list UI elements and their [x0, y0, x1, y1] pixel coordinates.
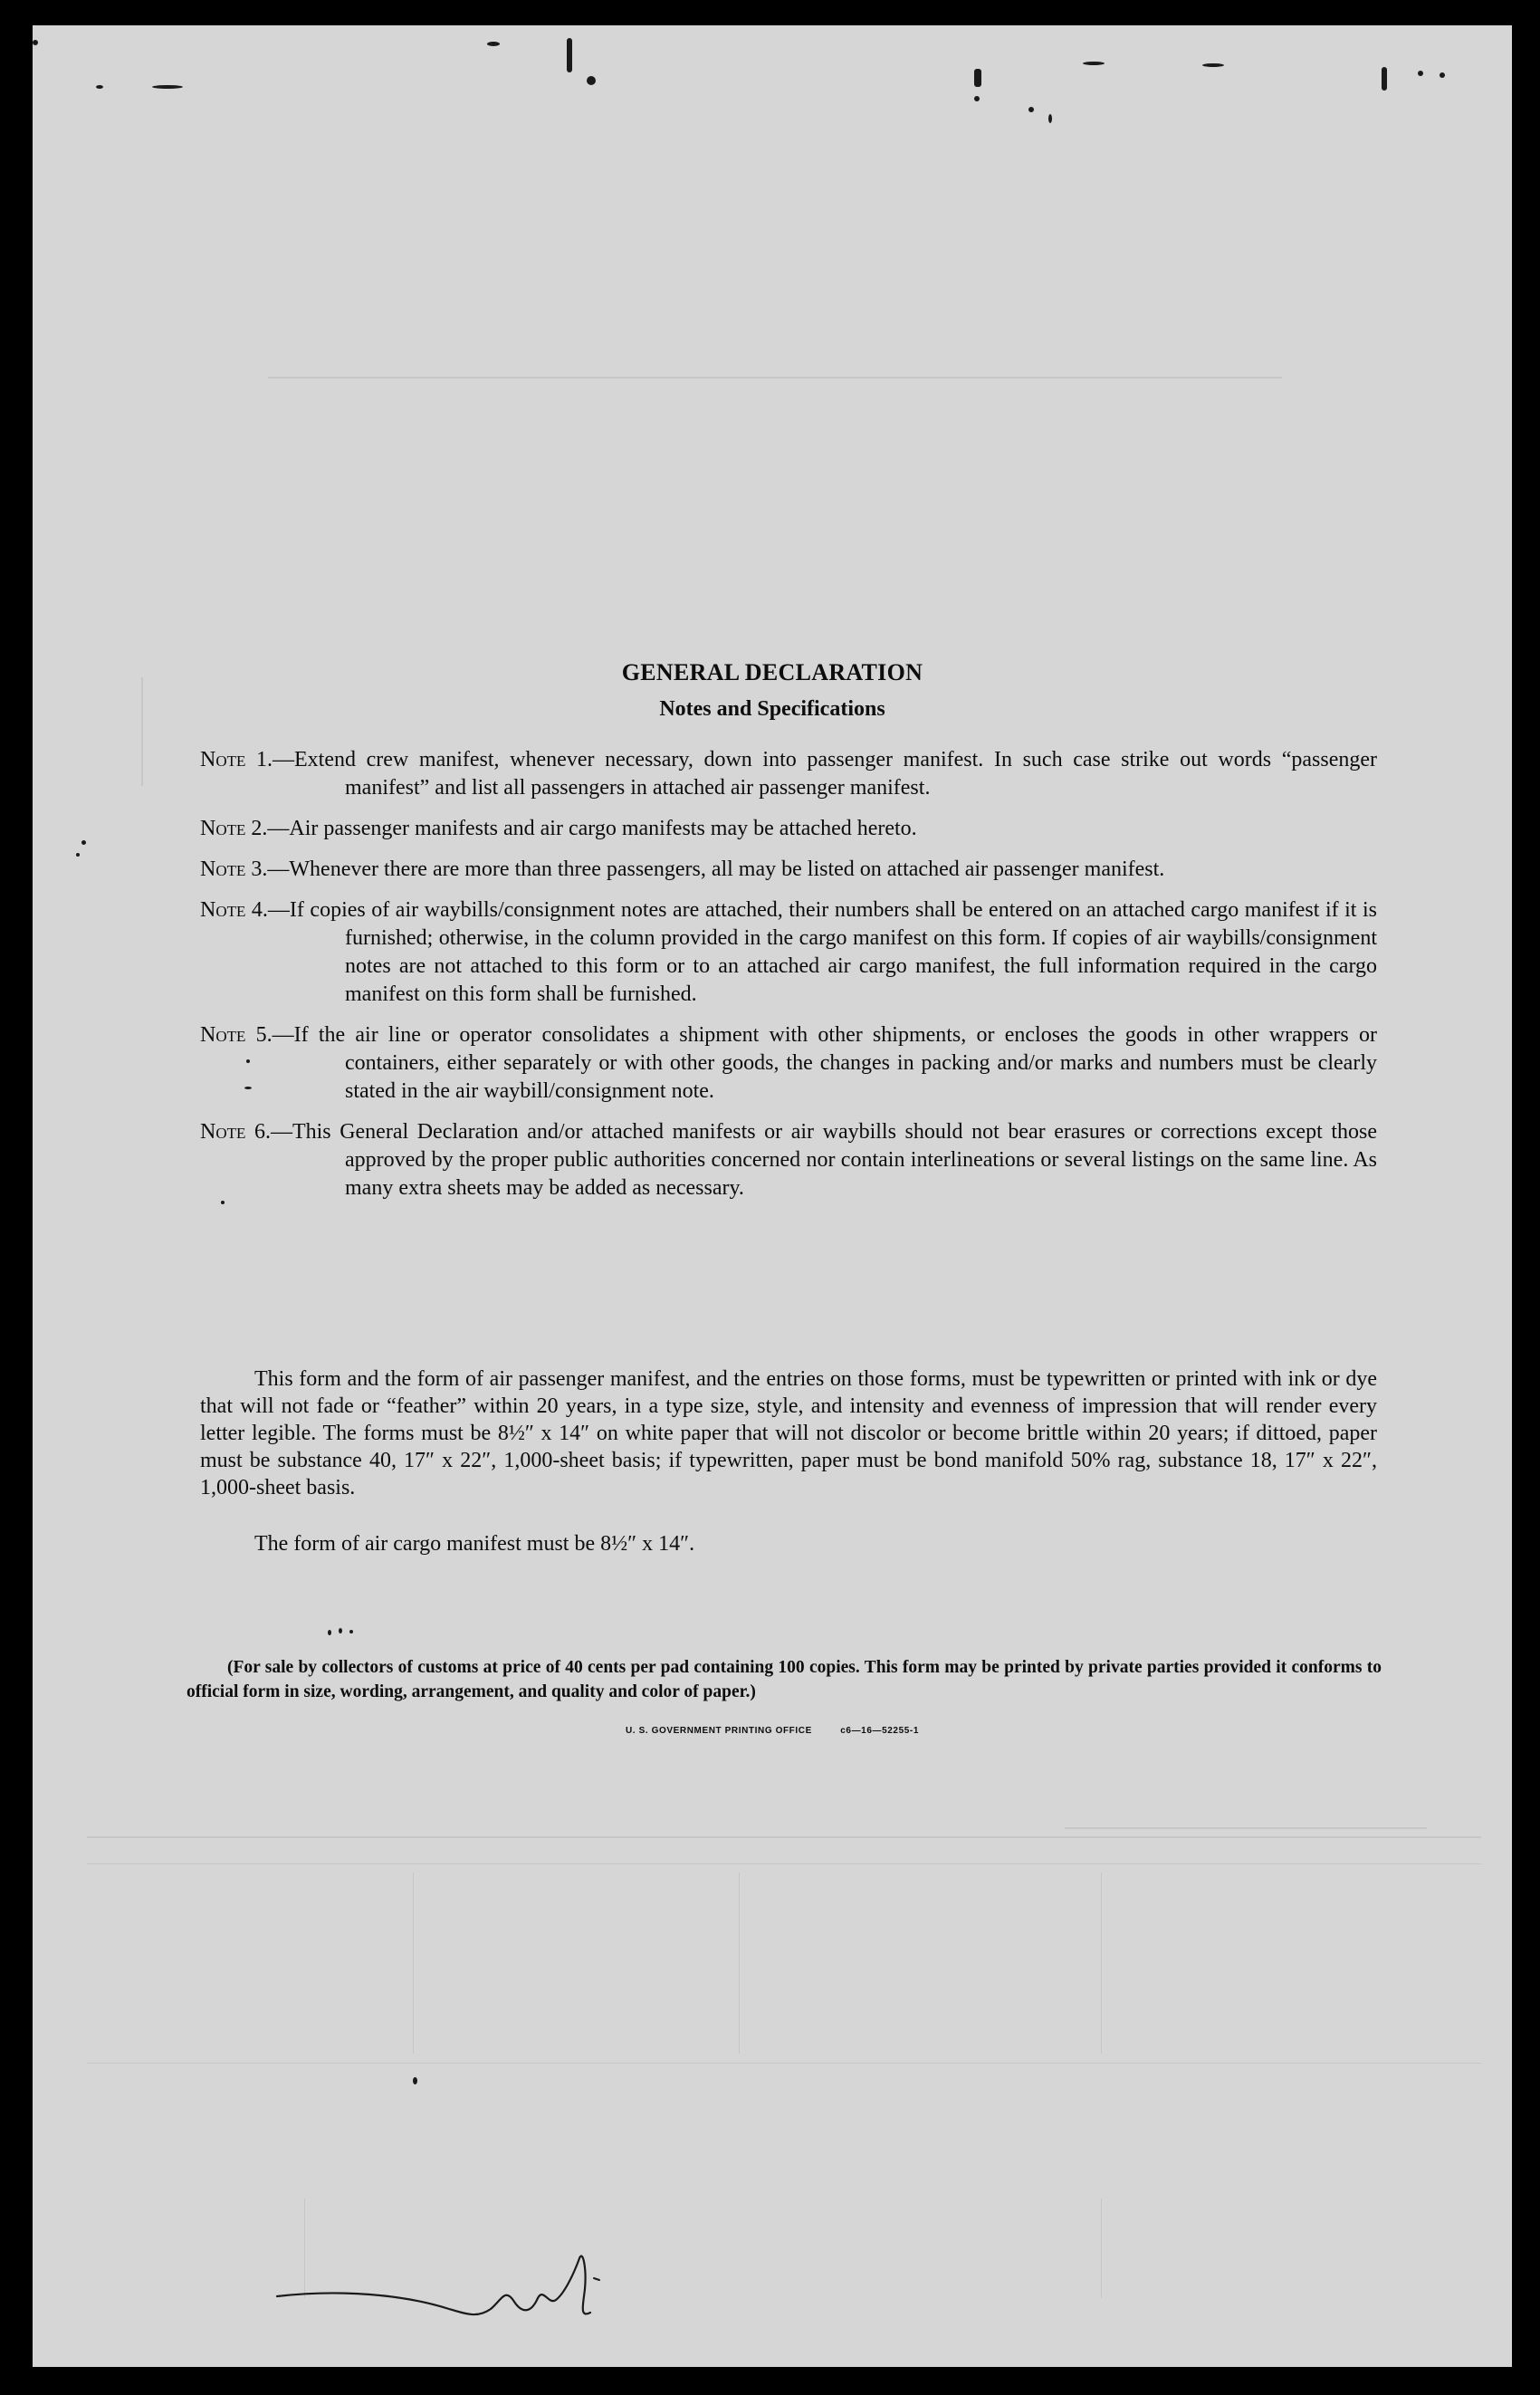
bleed-through-rule: [268, 377, 1282, 378]
ink-speck: [413, 2077, 417, 2084]
specifications-paragraph: This form and the form of air passenger manifest, and the entries on those forms, must be typewritten or printed with ink or dye that will not fade or “feather” within 20 years, in a type size, style, and intensity and evenness of impression that will render every letter legible. The forms must be 8½″ x 14″ on white paper that will not discolor or become brittle within 20 years; if dittoed, paper must be substance 40, 17″ x 22″, 1,000-sheet basis; if typewritten, paper must be bond manifold 50% rag, substance 18, 17″ x 22″, 1,000-sheet basis.: [200, 1367, 1377, 1499]
ink-speck: [587, 76, 596, 85]
note-5-text: —If the air line or operator consolidates a shipment with other shipments, or encloses the goods in other wrappers or containers, either separately or with other goods, the changes in packing and/or marks and numbers must be clearly stated in the air waybill/consignment note.: [272, 1023, 1377, 1103]
ink-speck: [81, 840, 86, 845]
bleed-through-rule: [739, 1873, 740, 2054]
note-1-text: —Extend crew manifest, whenever necessary, down into passenger manifest. In such case strike out words “passenger manifest” and list all passengers in attached air passenger manifest.: [273, 748, 1377, 800]
sale-notice: (For sale by collectors of customs at price of 40 cents per pad containing 100 copies. This form may be printed by private parties provided it conforms to official form in size, wording, arrangement, and quality and color of paper.): [187, 1658, 1382, 1701]
bleed-through-rule: [141, 677, 143, 786]
bleed-through-rule: [87, 1863, 1481, 1864]
note-6: [200, 1118, 1377, 1202]
signature-scrawl: [268, 2242, 648, 2333]
ink-speck: [349, 1630, 353, 1633]
note-3: [200, 856, 1377, 884]
note-2: [200, 815, 1377, 843]
notes-list: [200, 746, 1377, 1215]
note-4: [200, 896, 1377, 1009]
ink-speck: [328, 1630, 331, 1635]
note-5-label: Note 5.: [200, 1023, 273, 1047]
bleed-through-rule: [1101, 2199, 1102, 2298]
ink-speck: [567, 38, 572, 72]
page-title: GENERAL DECLARATION: [621, 659, 923, 685]
ink-speck: [1440, 72, 1445, 78]
printing-office-code: c6—16—52255-1: [840, 1726, 919, 1736]
printing-office-imprint: [33, 1726, 1512, 1736]
note-4-text: —If copies of air waybills/consignment notes are attached, their numbers shall be entered on an attached cargo manifest if it is furnished; otherwise, in the column provided in the cargo manifest on this form. If copies of air waybills/consignment notes are not attached to this form or to an attached air cargo manifest, the full information required in the cargo manifest on this form shall be furnished.: [267, 898, 1378, 1006]
document-sheet: [33, 25, 1512, 2367]
ink-speck: [487, 42, 500, 46]
ink-speck: [1028, 107, 1034, 112]
bleed-through-rule: [1101, 1873, 1102, 2054]
note-1: [200, 746, 1377, 802]
ink-speck: [1382, 67, 1387, 91]
note-1-label: Note 1.: [200, 748, 273, 771]
printing-office-name: U. S. GOVERNMENT PRINTING OFFICE: [625, 1726, 812, 1736]
ink-speck: [152, 85, 183, 89]
ink-speck: [974, 96, 980, 101]
bleed-through-rule: [87, 1836, 1481, 1838]
note-6-text: —This General Declaration and/or attached manifests or air waybills should not bear erasures or corrections except those approved by the proper public authorities concerned nor contain interlineations or several listings on the same line. As many extra sheets may be added as necessary.: [270, 1120, 1377, 1200]
ink-speck: [96, 85, 103, 89]
note-6-label: Note 6.: [200, 1120, 271, 1144]
note-2-label: Note 2.: [200, 817, 268, 840]
bleed-through-rule: [1065, 1827, 1427, 1829]
ink-speck: [1202, 63, 1224, 67]
note-5: [200, 1021, 1377, 1106]
ink-speck: [974, 69, 981, 87]
cargo-manifest-size-line: The form of air cargo manifest must be 8½″ x 14″.: [254, 1532, 695, 1556]
note-3-text: —Whenever there are more than three passengers, all may be listed on attached air passenger manifest.: [267, 857, 1165, 881]
note-4-label: Note 4.: [200, 898, 268, 922]
ink-speck: [76, 853, 80, 857]
ink-speck: [1083, 62, 1105, 65]
ink-speck: [33, 40, 38, 45]
bleed-through-rule: [413, 1873, 414, 2054]
ink-speck: [1418, 71, 1423, 76]
ink-speck: [1048, 114, 1052, 123]
note-2-text: —Air passenger manifests and air cargo manifests may be attached hereto.: [267, 817, 917, 840]
note-3-label: Note 3.: [200, 857, 268, 881]
bleed-through-rule: [87, 2063, 1481, 2064]
page-subtitle: Notes and Specifications: [659, 697, 885, 721]
ink-speck: [339, 1628, 342, 1633]
